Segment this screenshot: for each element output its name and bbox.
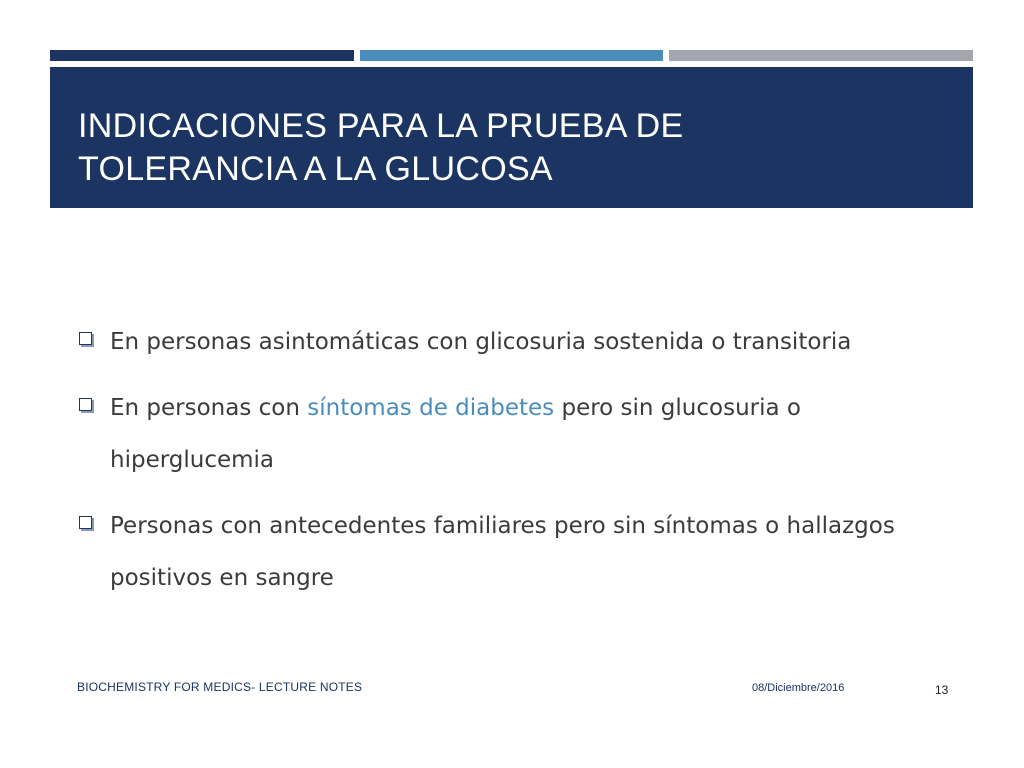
slide-title [78,105,945,191]
footer-course-title: BIOCHEMISTRY FOR MEDICS- LECTURE NOTES [77,680,363,694]
accent-bar-light-blue [360,50,663,61]
accent-bar-gray [669,50,973,61]
slide-title-line-1: INDICACIONES PARA LA PRUEBA DE [78,107,684,145]
title-band [50,67,973,208]
accent-bar-dark-blue [50,50,354,61]
bullet-text: En personas asintomáticas con glicosuria sostenida o transitoria [110,329,852,355]
bullet-text-after: pero sin glucosuria o hiperglucemia [110,395,801,473]
bullet-list [77,316,927,618]
bullet-item [77,382,927,486]
slide-title-line-2: TOLERANCIA A LA GLUCOSA [78,150,553,188]
bullet-item [77,500,927,604]
bullet-text: Personas con antecedentes familiares pero sin síntomas o hallazgos positivos en sangre [110,513,895,591]
checkbox-square-icon [79,516,92,529]
bullet-text-before: En personas con [110,395,308,421]
checkbox-square-icon [79,332,92,345]
bullet-highlight-link[interactable]: síntomas de diabetes [307,395,555,421]
bullet-item [77,316,927,368]
page-number: 13 [935,683,949,697]
checkbox-square-icon [79,398,92,411]
footer-date: 08/Diciembre/2016 [752,682,845,694]
